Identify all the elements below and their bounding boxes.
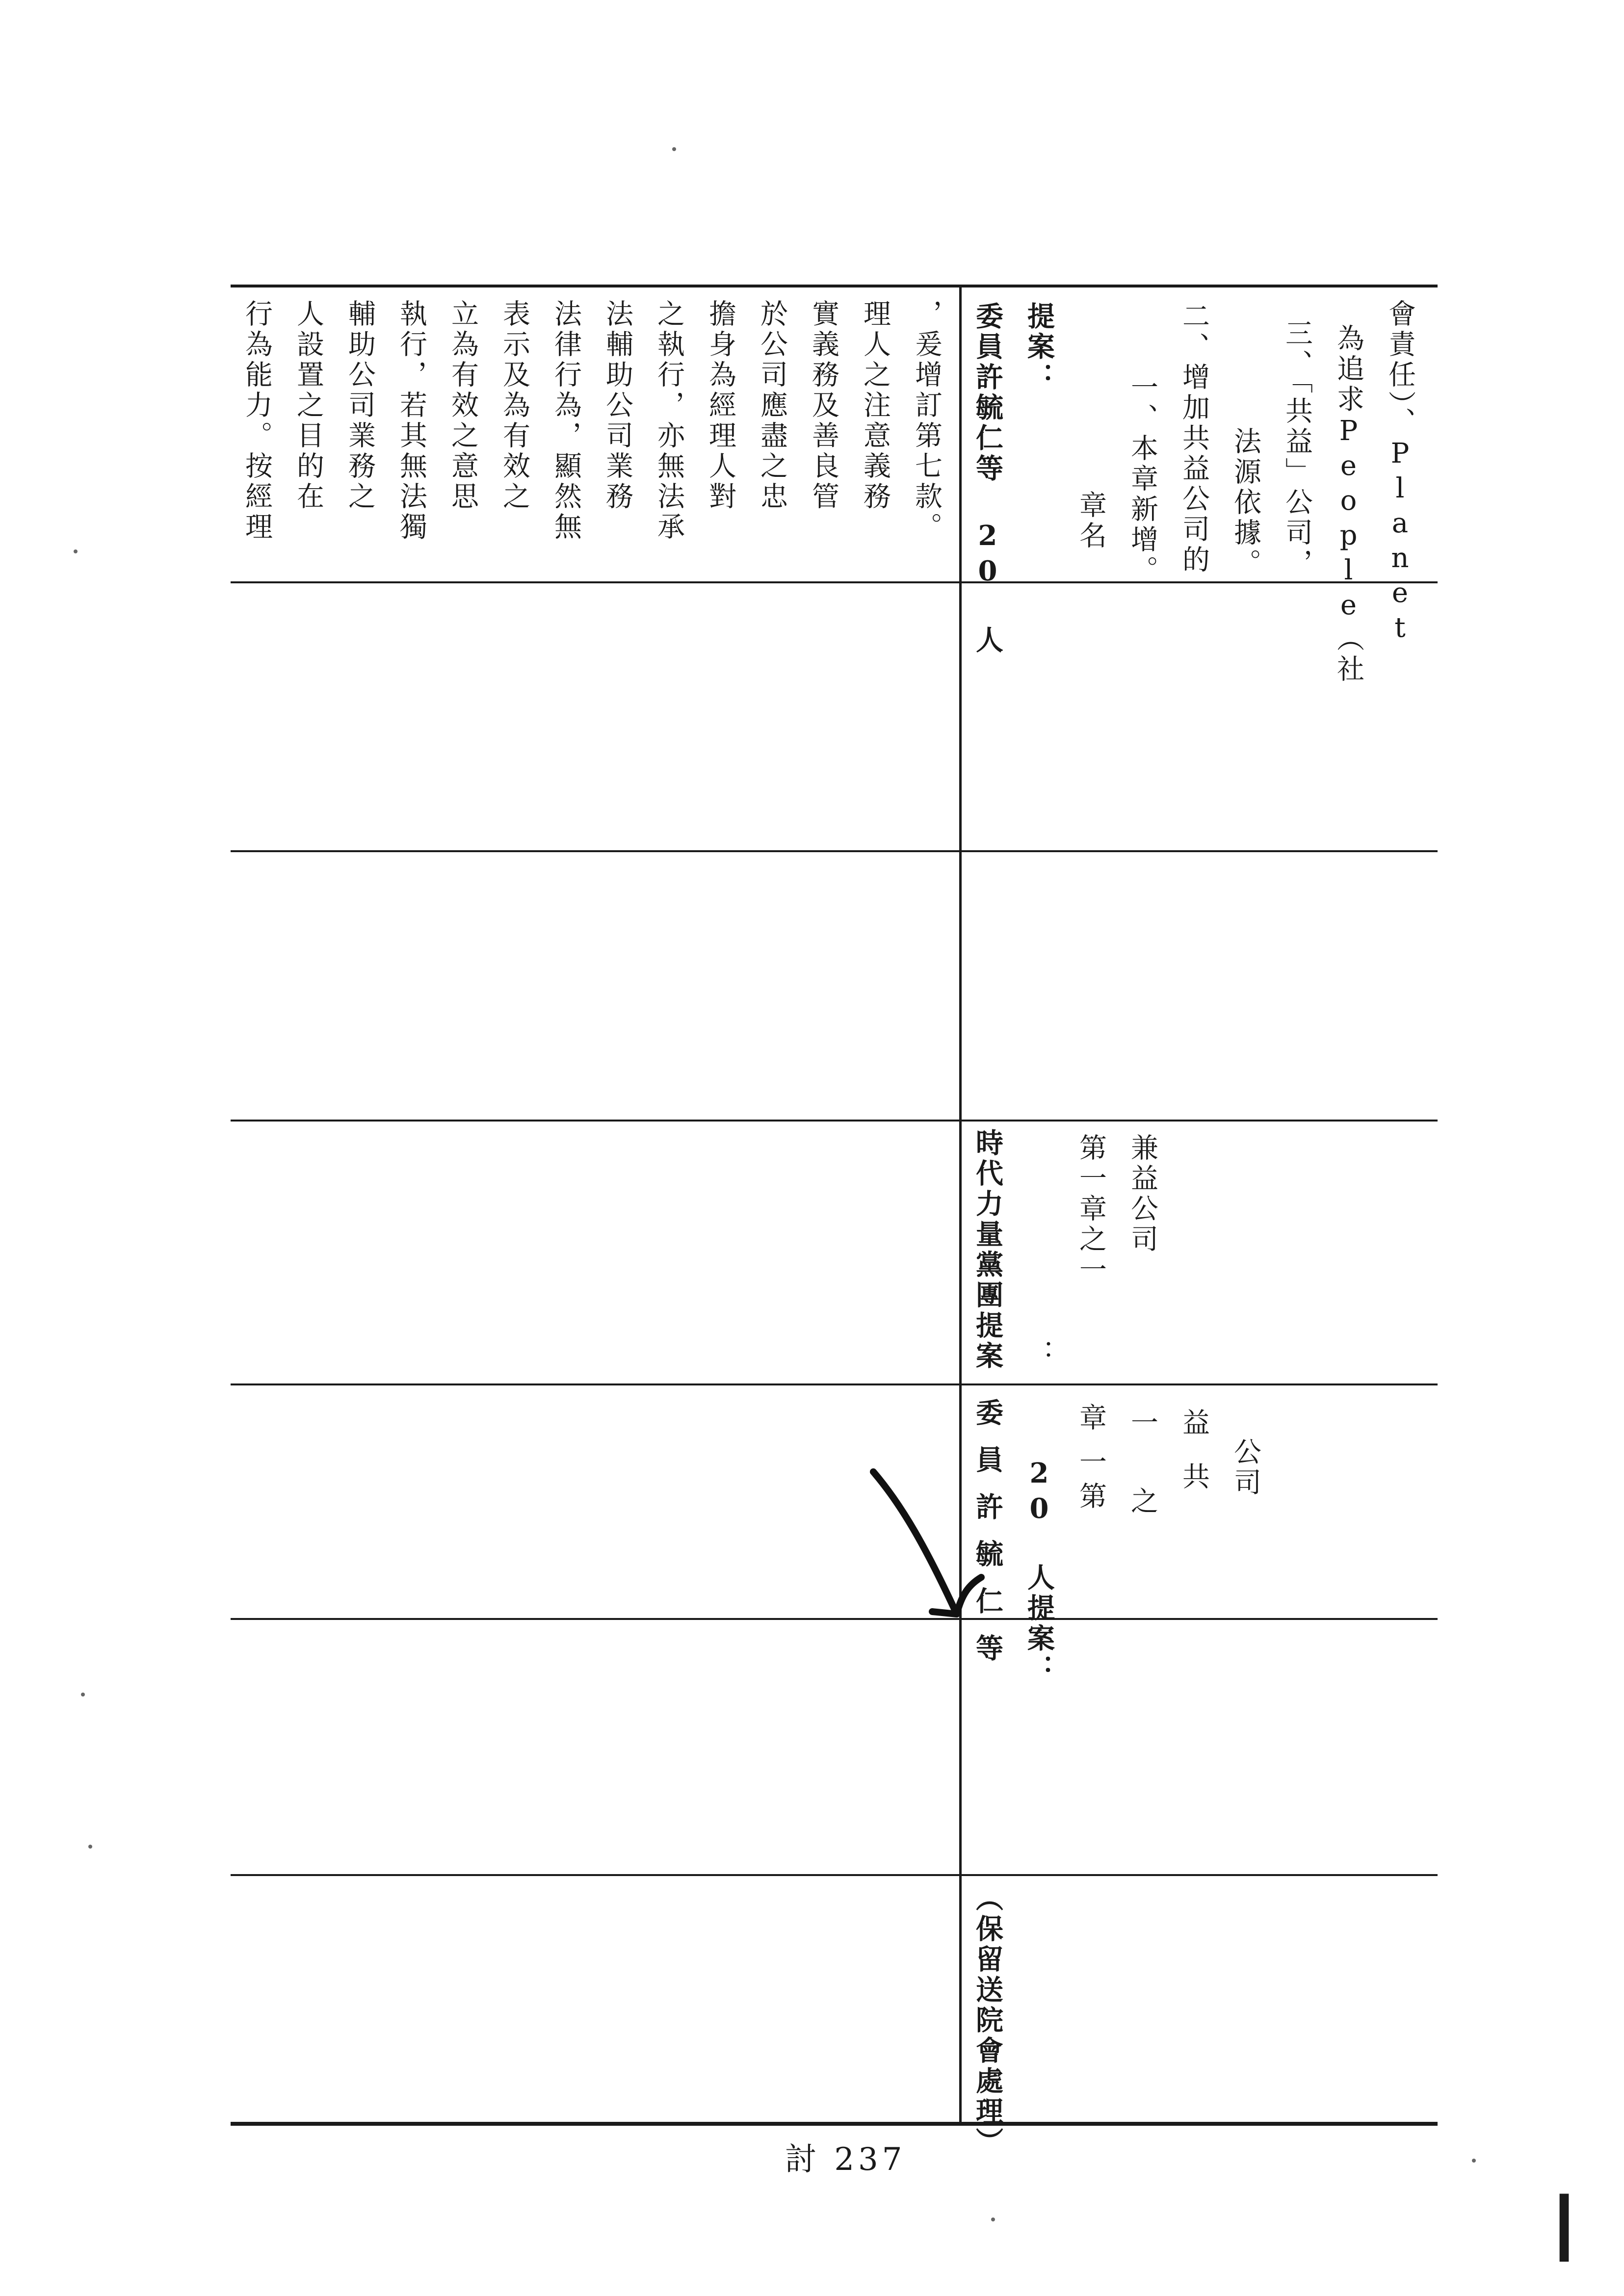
explanation-line: 法律行為，顯然無 [550, 299, 582, 543]
hsu-proposal-title: 委員許毓仁等 [971, 1398, 1004, 1681]
row-divider-4 [231, 1383, 1438, 1385]
reserved-note: （保留送院會處理） [971, 1884, 1004, 2158]
page-number: 討 237 [785, 2141, 906, 2178]
explanation-line: 之執行，亦無法承 [653, 299, 685, 543]
proposal-item: 一、本章新增。 [1126, 373, 1158, 586]
hsu-proposal-line2: 20 人提案： [1023, 1457, 1055, 1685]
proposal-item: 為追求People（社 [1333, 324, 1364, 685]
table-bottom-rule [231, 2122, 1438, 2126]
explanation-line: 輔助公司業務之 [344, 299, 376, 512]
explanation-line: 於公司應盡之忠 [756, 299, 788, 512]
row-divider-3 [231, 1120, 1438, 1122]
table-column-divider [959, 285, 962, 2124]
proposal-header: 委員許毓仁等 20 人 [971, 302, 1004, 656]
row-divider-1 [231, 581, 1438, 583]
explanation-line: 執行，若其無法獨 [395, 299, 427, 543]
npp-chapter-name: 兼益公司 [1126, 1133, 1158, 1255]
npp-chapter-number: 第一章之一 [1075, 1133, 1107, 1285]
proposal-item: 二、增加共益公司的 [1178, 302, 1210, 575]
explanation-line: ，爰增訂第七款。 [911, 299, 943, 543]
proposal-label: 提案： [1023, 302, 1055, 393]
npp-proposal-colon: ： [1023, 1339, 1055, 1370]
scan-speck [88, 1845, 92, 1849]
explanation-line: 表示及為有效之 [498, 299, 530, 512]
explanation-line: 擔身為經理人對 [705, 299, 736, 512]
hsu-chapter-char: 第 [1075, 1482, 1107, 1512]
scan-speck [81, 1693, 85, 1696]
row-divider-6 [231, 1874, 1438, 1876]
explanation-line: 法輔助公司業務 [602, 299, 633, 512]
hsu-company-name-last: 公司 [1230, 1437, 1261, 1498]
explanation-line: 人設置之目的在 [292, 299, 324, 512]
chapter-name-heading: 章名 [1075, 491, 1107, 551]
table-top-rule [231, 285, 1438, 287]
hsu-chapter-char: 一 [1075, 1447, 1107, 1478]
proposal-item: 法源依據。 [1230, 427, 1261, 579]
scan-speck [991, 2218, 995, 2221]
hsu-chapter-suffix-char: 之 [1126, 1487, 1158, 1517]
hsu-company-name-char: 共 [1178, 1462, 1210, 1492]
row-divider-5 [231, 1618, 1438, 1620]
row-divider-2 [231, 850, 1438, 852]
scan-speck [1472, 2159, 1476, 2163]
scan-speck [74, 549, 78, 553]
hsu-company-name-char: 益 [1178, 1408, 1210, 1438]
explanation-line: 實義務及善良管 [808, 299, 839, 512]
margin-mark: I [1550, 2175, 1578, 2284]
explanation-line: 立為有效之意思 [447, 299, 479, 512]
scan-speck [672, 147, 676, 151]
hsu-chapter-suffix-char: 一 [1126, 1408, 1158, 1438]
npp-proposal-title: 時代力量黨團提案 [971, 1128, 1004, 1372]
proposal-item: 會責任）、Planet [1384, 299, 1416, 647]
explanation-line: 理人之注意義務 [859, 299, 891, 512]
check-mark-icon [859, 1452, 986, 1629]
proposal-item: 三、「共益」公司， [1281, 319, 1313, 579]
explanation-line: 行為能力。按經理 [241, 299, 273, 543]
hsu-chapter-char: 章 [1075, 1403, 1107, 1434]
